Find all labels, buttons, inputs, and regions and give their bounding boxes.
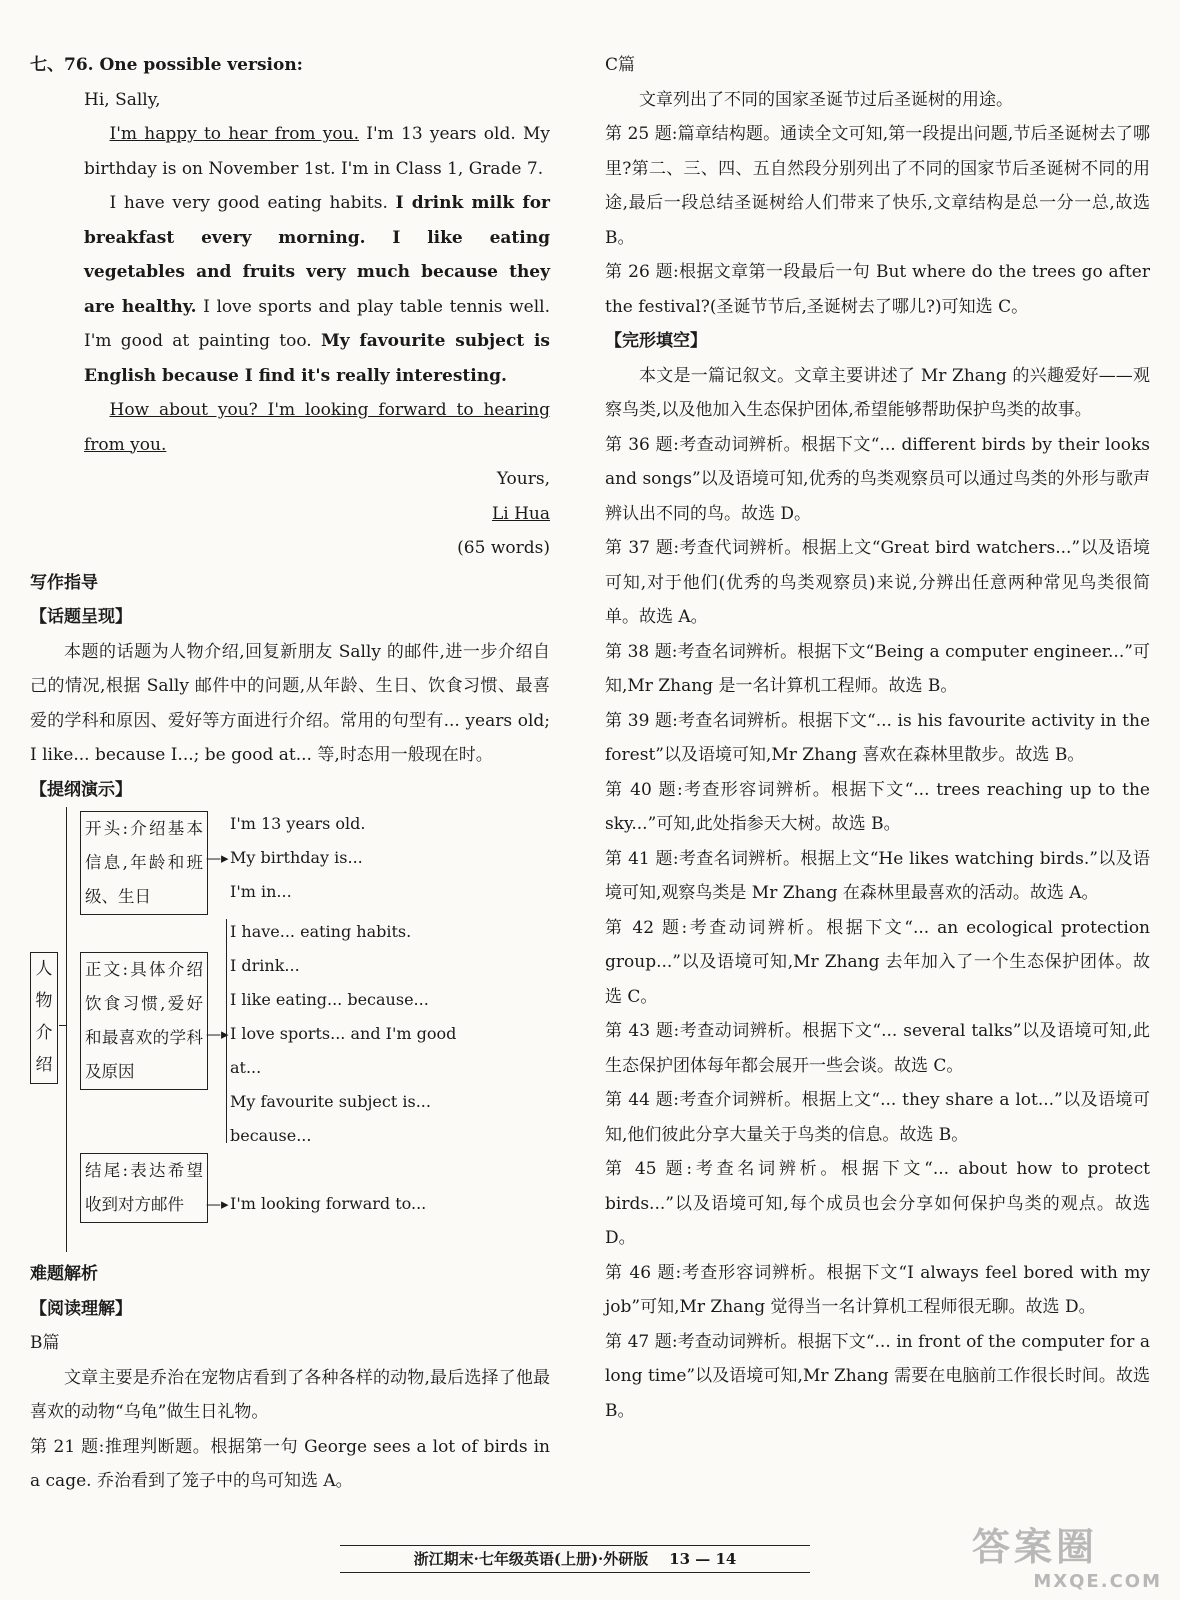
cloze-text: 本文是一篇记叙文。文章主要讲述了 Mr Zhang 的兴趣爱好——观察鸟类,以及他加入生态保护团体,希望能够帮助保护鸟类的故事。 [605, 365, 1150, 420]
reading-title: 【阅读理解】 [30, 1298, 132, 1319]
outline-lines-opening: I'm 13 years old. My birthday is... I'm in... [230, 814, 366, 901]
outline-brace [66, 807, 77, 1252]
letter-paragraph-1: I'm happy to hear from you. I'm 13 years old. My birthday is on November 1st. I'm in Class 1, Grade 7. [84, 124, 550, 179]
passage-c-text: 文章列出了不同的国家圣诞节过后圣诞树的用途。 [639, 89, 1013, 110]
outline-root: 人物介绍 [30, 952, 58, 1084]
guide-title: 写作指导 [30, 572, 98, 593]
question-21: 第 21 题:推理判断题。根据第一句 George sees a lot of birds in a cage. 乔治看到了笼子中的鸟可知选 A。 [30, 1436, 550, 1491]
outline-title: 【提纲演示】 [30, 779, 132, 800]
passage-b-text: 文章主要是乔治在宠物店看到了各种各样的动物,最后选择了他最喜欢的动物“乌龟”做生日礼物。 [30, 1367, 550, 1422]
question-25: 第 25 题:篇章结构题。通读全文可知,第一段提出问题,节后圣诞树去了哪里?第二、三、四、五自然段分别列出了不同的国家节后圣诞树不同的用途,最后一段总结圣诞树给人们带来了快乐,文章结构是总一分一总,故选 B。 [605, 124, 1150, 248]
footer-title: 浙江期末·七年级英语(上册)·外研版 [413, 1550, 649, 1568]
arrow-icon: —▸ [206, 1025, 229, 1043]
section-heading: 七、76. One possible version: [30, 55, 303, 75]
question-44: 第 44 题:考查介词辨析。根据上文“... they share a lot...”以及语境可知,他们彼此分享大量关于鸟类的信息。故选 B。 [605, 1090, 1150, 1145]
letter-signature: Li Hua [491, 503, 550, 524]
outline-diagram [30, 807, 550, 1257]
right-column [605, 48, 1150, 1428]
bold-sentence: My favourite subject is English because I find it's really interesting. [84, 331, 550, 386]
question-46: 第 46 题:考查形容词辨析。根据下文“I always feel bored with my job”可知,Mr Zhang 觉得当一名计算机工程师很无聊。故选 D。 [605, 1262, 1150, 1317]
arrow-icon: —▸ [206, 849, 229, 867]
bold-sentence: I drink milk for breakfast every morning. I like eating vegetables and fruits very much because they are healthy. [84, 193, 550, 317]
hard-title: 难题解析 [30, 1264, 98, 1284]
outline-box-body: 正文:具体介绍饮食习惯,爱好和最喜欢的学科及原因 [80, 952, 208, 1090]
question-42: 第 42 题:考查动词辨析。根据下文“... an ecological protection group...”以及语境可知,Mr Zhang 去年加入了一个生态保护团体。故选 C。 [605, 917, 1150, 1007]
underlined-sentence: I'm happy to hear from you. [109, 124, 359, 144]
letter-paragraph-2: I have very good eating habits. I drink milk for breakfast every morning. I like eating vegetables and fruits very much because they are healthy. I love sports and play table tennis well. I'm good at painting too. My favourite subject is English because I find it's really interesting. [84, 193, 550, 386]
cloze-title: 【完形填空】 [605, 331, 707, 351]
question-36: 第 36 题:考查动词辨析。根据下文“... different birds by their looks and songs”以及语境可知,优秀的鸟类观察员可以通过鸟类的外形与歌声辨认出不同的鸟。故选 D。 [605, 434, 1150, 524]
left-column [30, 48, 550, 1499]
topic-title: 【话题呈现】 [30, 607, 132, 627]
letter-closing: Yours, [496, 469, 550, 489]
watermark-brand: 答案圈 [972, 1525, 1099, 1569]
outline-lines-ending: I'm looking forward to... [230, 1194, 427, 1213]
question-37: 第 37 题:考查代词辨析。根据上文“Great bird watchers...”以及语境可知,对于他们(优秀的鸟类观察员)来说,分辨出任意两种常见鸟类很简单。故选 A。 [605, 538, 1150, 627]
arrow-icon: —▸ [206, 1195, 229, 1213]
page-number: 13 — 14 [669, 1550, 737, 1568]
question-26: 第 26 题:根据文章第一段最后一句 But where do the trees go after the festival?(圣诞节节后,圣诞树去了哪儿?)可知选 C。 [605, 262, 1150, 317]
question-40: 第 40 题:考查形容词辨析。根据下文“... trees reaching up to the sky...”可知,此处指参天大树。故选 B。 [605, 779, 1150, 834]
passage-c-title: C篇 [605, 55, 636, 75]
passage-b-title: B篇 [30, 1333, 60, 1353]
outline-box-ending: 结尾:表达希望收到对方邮件 [80, 1153, 208, 1223]
watermark-site: MXQE.COM [1033, 1571, 1162, 1592]
page-footer [340, 1545, 810, 1573]
question-39: 第 39 题:考查名词辨析。根据下文“... is his favourite activity in the forest”以及语境可知,Mr Zhang 喜欢在森林里散步。故选 B。 [605, 710, 1150, 765]
outline-lines-body: I have... eating habits. I drink... I like eating... because... I love sports... and I'm good at... My favourite subject is... because... [230, 922, 457, 1145]
question-45: 第 45 题:考查名词辨析。根据下文“... about how to protect birds...”以及语境可知,每个成员也会分享如何保护鸟类的观点。故选 D。 [605, 1159, 1150, 1248]
outline-box-opening: 开头:介绍基本信息,年龄和班级、生日 [80, 811, 208, 915]
word-count: (65 words) [457, 538, 550, 558]
watermark-logo [972, 1516, 1162, 1592]
question-47: 第 47 题:考查动词辨析。根据下文“... in front of the computer for a long time”以及语境可知,Mr Zhang 需要在电脑前工作很长时间。故选 B。 [605, 1331, 1150, 1421]
question-43: 第 43 题:考查动词辨析。根据下文“... several talks”以及语境可知,此生态保护团体每年都会展开一些会谈。故选 C。 [605, 1021, 1150, 1076]
question-41: 第 41 题:考查名词辨析。根据上文“He likes watching birds.”以及语境可知,观察鸟类是 Mr Zhang 在森林里最喜欢的活动。故选 A。 [605, 848, 1150, 903]
letter-paragraph-3: How about you? I'm looking forward to hearing from you. [84, 400, 550, 455]
letter-greeting: Hi, Sally, [84, 89, 161, 110]
topic-text: 本题的话题为人物介绍,回复新朋友 Sally 的邮件,进一步介绍自己的情况,根据 Sally 邮件中的问题,从年龄、生日、饮食习惯、最喜爱的学科和原因、爱好等方面进行介绍。常用的句型有... years old; I like... because I...; be good at... 等,时态用一般现在时。 [30, 641, 550, 765]
question-38: 第 38 题:考查名词辨析。根据下文“Being a computer engineer...”可知,Mr Zhang 是一名计算机工程师。故选 B。 [605, 641, 1150, 696]
